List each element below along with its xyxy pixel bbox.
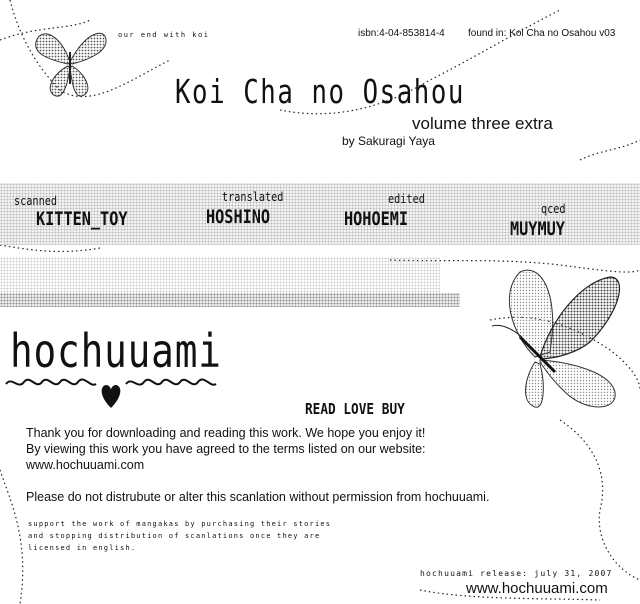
credit-name-edited: HOHOEMI xyxy=(344,208,409,230)
credit-role-edited: edited xyxy=(388,192,425,206)
support-line-3: licensed in english. xyxy=(28,544,137,552)
credit-name-translated: HOSHINO xyxy=(206,206,271,228)
dotted-band-dark xyxy=(0,293,460,307)
body-line-2: By viewing this work you have agreed to the terms listed on our website: xyxy=(26,442,426,456)
website-link[interactable]: www.hochuuami.com xyxy=(466,580,608,597)
volume-subtitle: volume three extra xyxy=(412,114,553,133)
found-in-text: found in: Koi Cha no Osahou v03 xyxy=(468,28,616,39)
group-logo: hochuuami xyxy=(10,324,222,378)
author-text: by Sakuragi Yaya xyxy=(342,134,435,148)
body-line-3: www.hochuuami.com xyxy=(26,458,145,472)
isbn-text: isbn:4-04-853814-4 xyxy=(358,28,445,39)
credit-name-scanned: KITTEN_TOY xyxy=(36,208,128,230)
credit-role-translated: translated xyxy=(222,190,284,204)
page-title: Koi Cha no Osahou xyxy=(175,72,465,111)
header-tagline: our end with koi xyxy=(118,31,210,39)
credit-role-qced: qced xyxy=(541,202,566,216)
support-line-2: and stopping distribution of scanlations once they are xyxy=(28,532,321,540)
butterfly-icon-large xyxy=(480,262,630,422)
release-date: hochuuami release: july 31, 2007 xyxy=(420,569,613,578)
slogan-text: READ LOVE BUY xyxy=(305,400,405,418)
body-line-1: Thank you for downloading and reading this work. We hope you enjoy it! xyxy=(26,426,426,440)
body-line-4: Please do not distrubute or alter this scanlation without permission from hochuuami. xyxy=(26,490,490,504)
butterfly-icon-small xyxy=(30,22,110,102)
support-notice xyxy=(28,518,448,554)
support-line-1: support the work of mangakas by purchasing their stories xyxy=(28,520,332,528)
credit-role-scanned: scanned xyxy=(14,194,57,208)
thanks-paragraph xyxy=(26,425,586,505)
squiggle-heart-icon xyxy=(4,372,219,412)
credit-name-qced: MUYMUY xyxy=(510,218,565,240)
